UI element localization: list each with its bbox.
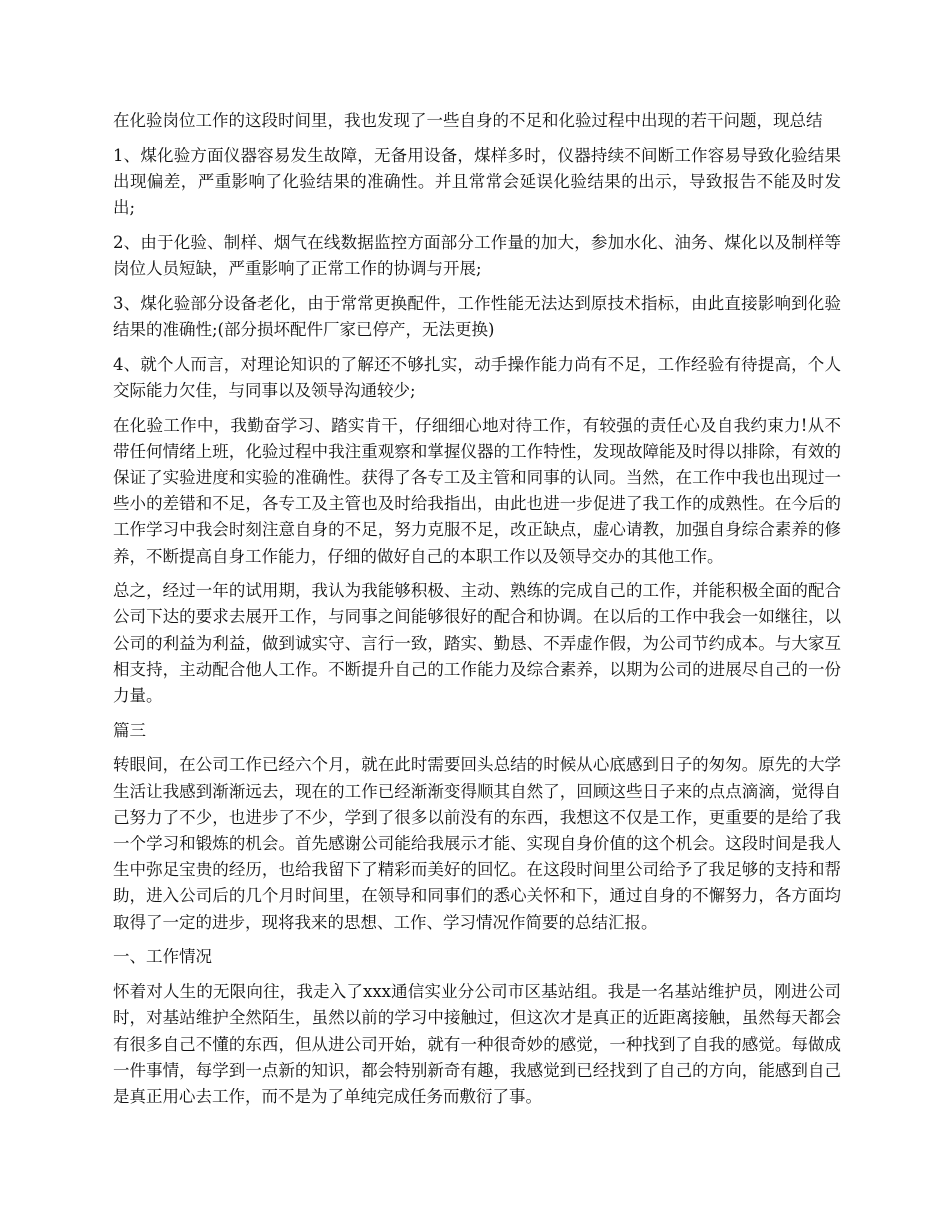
issue-item-1: 1、煤化验方面仪器容易发生故障，无备用设备，煤样多时，仪器持续不间断工作容易导致化验结果出现偏差，严重影响了化验结果的准确性。并且常常会延误化验结果的出示，导致报告不能及时发出; (113, 145, 841, 218)
subsection-heading-work-situation: 一、工作情况 (113, 947, 212, 967)
section-heading-part-three: 篇三 (113, 720, 146, 740)
issue-item-4: 4、就个人而言，对理论知识的了解还不够扎实，动手操作能力尚有不足，工作经验有待提高，个人交际能力欠佳，与同事以及领导沟通较少; (113, 354, 841, 400)
part-three-intro-paragraph: 转眼间，在公司工作已经六个月，就在此时需要回头总结的时候从心底感到日子的匆匆。原先的大学生活让我感到渐渐远去，现在的工作已经渐渐变得顺其自然了，回顾这些日子来的点点滴滴，觉得自己努力了不少，也进步了不少，学到了很多以前没有的东西，我想这不仅是工作，更重要的是给了我一个学习和锻炼的机会。首先感谢公司能给我展示才能、实现自身价值的这个机会。这段时间是我人生中弥足宝贵的经历，也给我留下了精彩而美好的回忆。在这段时间里公司给予了我足够的支持和帮助，进入公司后的几个月时间里，在领导和同事们的悉心关怀和下，通过自身的不懈努力，各方面均取得了一定的进步，现将我来的思想、工作、学习情况作简要的总结汇报。 (113, 755, 841, 932)
work-situation-paragraph: 怀着对人生的无限向往，我走入了xxx通信实业分公司市区基站组。我是一名基站维护员，刚进公司时，对基站维护全然陌生，虽然以前的学习中接触过，但这次才是真正的近距离接触，虽然每天都会有很多自己不懂的东西，但从进公司开始，就有一种很奇妙的感觉，一种找到了自我的感觉。每做成一件事情，每学到一点新的知识，都会特别新奇有趣，我感觉到已经找到了自己的方向，能感到自己是真正用心去工作，而不是为了单纯完成任务而敷衍了事。 (113, 982, 841, 1106)
conclusion-paragraph: 总之，经过一年的试用期，我认为我能够积极、主动、熟练的完成自己的工作，并能积极全面的配合公司下达的要求去展开工作，与同事之间能够很好的配合和协调。在以后的工作中我会一如继往，以公司的利益为利益，做到诚实守、言行一致，踏实、勤恳、不弄虚作假，为公司节约成本。与大家互相支持，主动配合他人工作。不断提升自己的工作能力及综合素养，以期为公司的进展尽自己的一份力量。 (113, 581, 841, 706)
work-attitude-paragraph: 在化验工作中，我勤奋学习、踏实肯干，仔细细心地对待工作，有较强的责任心及自我约束力!从不带任何情绪上班，化验过程中我注重观察和掌握仪器的工作特性，发现故障能及时得以排除，有效的保证了实验进度和实验的准确性。获得了各专工及主管和同事的认同。当然，在工作中我也出现过一些小的差错和不足，各专工及主管也及时给我指出，由此也进一步促进了我工作的成熟性。在今后的工作学习中我会时刻注意自身的不足，努力克服不足，改正缺点，虚心请教，加强自身综合素养的修养，不断提高自身工作能力，仔细的做好自己的本职工作以及领导交办的其他工作。 (113, 415, 841, 566)
issue-item-3: 3、煤化验部分设备老化，由于常常更换配件，工作性能无法达到原技术指标，由此直接影响到化验结果的准确性;(部分损坏配件厂家已停产，无法更换) (113, 293, 841, 339)
document-body (113, 108, 841, 1119)
issue-item-2: 2、由于化验、制样、烟气在线数据监控方面部分工作量的加大，参加水化、油务、煤化以及制样等岗位人员短缺，严重影响了正常工作的协调与开展; (113, 232, 841, 279)
intro-paragraph: 在化验岗位工作的这段时间里，我也发现了一些自身的不足和化验过程中出现的若干问题，现总结 (113, 111, 823, 130)
